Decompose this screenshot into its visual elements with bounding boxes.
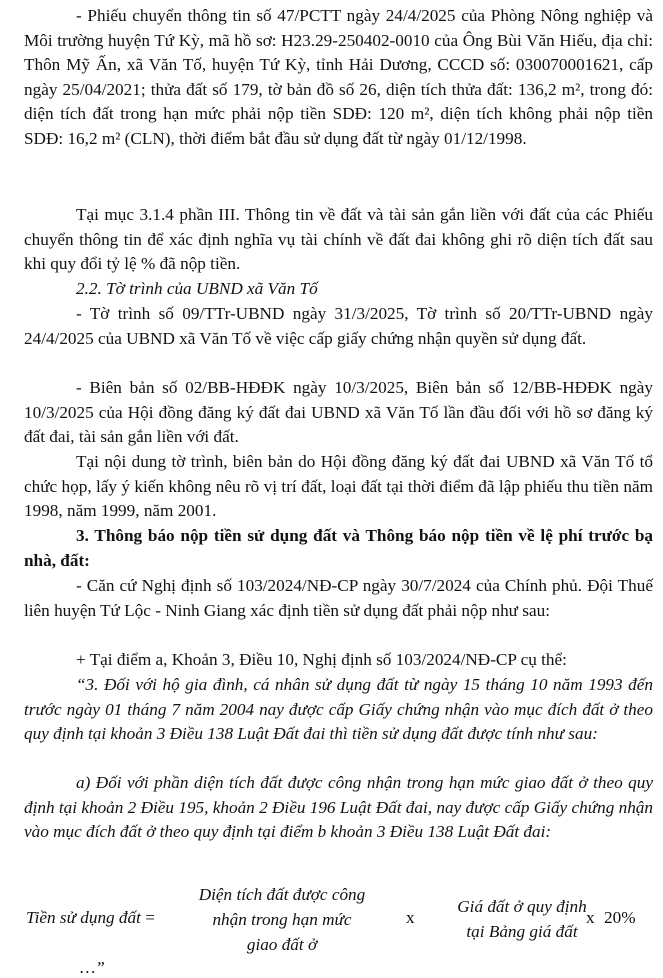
paragraph-can-cu: - Căn cứ Nghị định số 103/2024/NĐ-CP ngày 30/7/2024 của Chính phủ. Đội Thuế liên huyện Tứ Lộc - Ninh Giang xác định tiền sử dụng đất phải nộp như sau: — [24, 576, 653, 620]
heading-2-2: 2.2. Tờ trình của UBND xã Văn Tố — [76, 279, 318, 298]
paragraph-pctt: - Phiếu chuyển thông tin số 47/PCTT ngày 24/4/2025 của Phòng Nông nghiệp và Môi trường huyện Tứ Kỳ, mã hồ sơ: H23.29-250402-0010 của Ông Bùi Văn Hiếu, địa chỉ: Thôn Mỹ Ấn, xã Văn Tố, huyện Tứ Kỳ, tỉnh Hải Dương, CCCD số: 030070001621, cấp ngày 25/04/2021; thửa đất số 179, tờ bản đồ số 26, diện tích thửa đất: 136,2 m², trong đó: diện tích đất trong hạn mức phải nộp tiền SDĐ: 120 m², diện tích không phải nộp tiền SDĐ: 16,2 m² (CLN), thời điểm bắt đầu sử dụng đất từ ngày 01/12/1998. — [24, 6, 653, 148]
formula — [26, 882, 656, 972]
formula-percent: 20% — [604, 908, 636, 927]
quote-ellipsis: …” — [80, 958, 105, 977]
formula-times: x — [406, 908, 415, 927]
paragraph-to-trinh: - Tờ trình số 09/TTr-UBND ngày 31/3/2025, Tờ trình số 20/TTr-UBND ngày 24/4/2025 của UBND xã Văn Tố về việc cấp giấy chứng nhận quyền sử dụng đất. — [24, 304, 653, 348]
paragraph-noi-dung: Tại nội dung tờ trình, biên bản do Hội đồng đăng ký đất đai UBND xã Văn Tố tổ chức họp, lấy ý kiến không nêu rõ vị trí đất, loại đất tại thời điểm đã lập phiếu thu tiền năm 1998, năm 1999, năm 2001. — [24, 452, 653, 520]
formula-lhs: Tiền sử dụng đất — [26, 908, 141, 927]
quote-diem-a: a) Đối với phần diện tích đất được công nhận trong hạn mức giao đất ở theo quy định tại khoản 2 Điều 195, khoản 2 Điều 196 Luật Đất đai, nay được cấp Giấy chứng nhận vào mục đích đất ở theo quy định tại điểm b khoản 3 Điều 138 Luật Đất đai: — [24, 773, 653, 841]
formula-term-area: Diện tích đất được công nhận trong hạn mức giao đất ở — [198, 885, 366, 954]
paragraph-bien-ban: - Biên bản số 02/BB-HĐĐK ngày 10/3/2025, Biên bản số 12/BB-HĐĐK ngày 10/3/2025 của Hội đồng đăng ký đất đai UBND xã Văn Tố lần đầu đối với hồ sơ đăng ký đất đai, tài sản gắn liền với đất. — [24, 378, 653, 446]
formula-times-2: x — [586, 908, 595, 927]
formula-equals: = — [145, 908, 155, 927]
heading-3: 3. Thông báo nộp tiền sử dụng đất và Thông báo nộp tiền về lệ phí trước bạ nhà, đất: — [24, 526, 653, 570]
paragraph-diem-a: + Tại điểm a, Khoản 3, Điều 10, Nghị định số 103/2024/NĐ-CP cụ thể: — [76, 650, 567, 669]
formula-term-price: Giá đất ở quy định tại Bảng giá đất — [457, 897, 587, 941]
paragraph-section-314: Tại mục 3.1.4 phần III. Thông tin về đất và tài sản gắn liền với đất của các Phiếu chuyển thông tin để xác định nghĩa vụ tài chính về đất đai không ghi rõ diện tích đất sau khi quy đổi tỷ lệ % đã nộp tiền. — [24, 205, 653, 273]
quote-khoan-3: “3. Đối với hộ gia đình, cá nhân sử dụng đất từ ngày 15 tháng 10 năm 1993 đến trước ngày 01 tháng 7 năm 2004 nay được cấp Giấy chứng nhận vào mục đích đất ở theo quy định tại khoản 3 Điều 138 Luật Đất đai thì tiền sử dụng đất được tính như sau: — [24, 675, 653, 743]
